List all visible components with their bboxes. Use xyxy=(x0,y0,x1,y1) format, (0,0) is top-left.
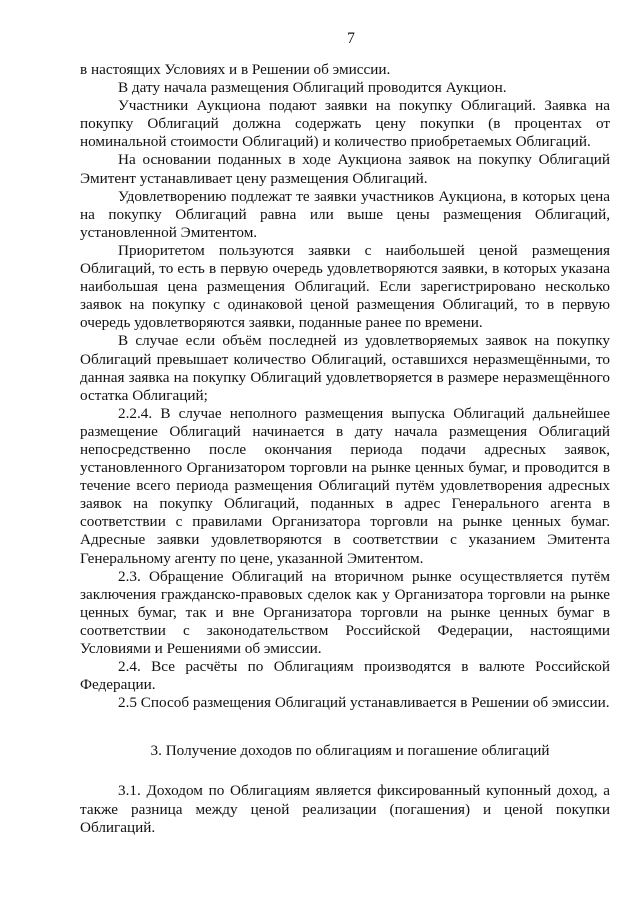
section-heading: 3. Получение доходов по облигациям и погашение облигаций xyxy=(150,742,550,760)
paragraph: 3.1. Доходом по Облигациям является фиксированный купонный доход, а также разница между ценой реализации (погашения) и ценой покупки Облигаций. xyxy=(80,782,610,836)
document-body-bottom xyxy=(80,782,610,836)
paragraph: 2.4. Все расчёты по Облигациям производятся в валюте Российской Федерации. xyxy=(80,658,610,694)
paragraph: В дату начала размещения Облигаций проводится Аукцион. xyxy=(118,79,507,97)
document-body-top xyxy=(80,61,610,712)
paragraph: На основании поданных в ходе Аукциона заявок на покупку Облигаций Эмитент устанавливает цену размещения Облигаций. xyxy=(80,151,610,187)
paragraph: Участники Аукциона подают заявки на покупку Облигаций. Заявка на покупку Облигаций должна содержать цену покупки (в процентах от номинальной стоимости Облигаций) и количество приобретаемых Облигаций. xyxy=(80,97,610,151)
paragraph: в настоящих Условиях и в Решении об эмиссии. xyxy=(80,61,391,78)
paragraph: В случае если объём последней из удовлетворяемых заявок на покупку Облигаций превышает количество Облигаций, оставшихся неразмещёнными, то данная заявка на покупку Облигаций удовлетворяется в размере неразмещённого остатка Облигаций; xyxy=(80,332,610,404)
page-number: 7 xyxy=(347,30,355,47)
paragraph: Удовлетворению подлежат те заявки участников Аукциона, в которых цена на покупку Облигаций равна или выше цены размещения Облигаций, установленной Эмитентом. xyxy=(80,187,610,241)
paragraph: 2.3. Обращение Облигаций на вторичном рынке осуществляется путём заключения гражданско-правовых сделок как у Организатора торговли на рынке ценных бумаг, так и вне Организатора торговли на рынке ценных бумаг в соответствии с законодательством Российской Федерации, настоящими Условиями и Решениями об эмиссии. xyxy=(80,567,610,657)
paragraph: 2.5 Способ размещения Облигаций устанавливается в Решении об эмиссии. xyxy=(118,694,610,712)
paragraph: 2.2.4. В случае неполного размещения выпуска Облигаций дальнейшее размещение Облигаций начинается в дату начала размещения Облигаций непосредственно после окончания периода подачи адресных заявок, установленного Организатором торговли на рынке ценных бумаг, и проводится в течение всего периода размещения Облигаций путём удовлетворения адресных заявок на покупку Облигаций, поданных в адрес Генерального агента в соответствии с правилами Организатора торговли на рынке ценных бумаг. Адресные заявки удовлетворяются в соответствии с указанием Эмитента Генеральному агенту по цене, указанной Эмитентом. xyxy=(80,404,610,567)
paragraph: Приоритетом пользуются заявки с наибольшей ценой размещения Облигаций, то есть в первую очередь удовлетворяются заявки, в которых указана наибольшая цена размещения Облигаций. Если зарегистрировано несколько заявок на покупку с одинаковой ценой размещения Облигаций, то в первую очередь удовлетворяются заявки, поданные ранее по времени. xyxy=(80,241,610,332)
